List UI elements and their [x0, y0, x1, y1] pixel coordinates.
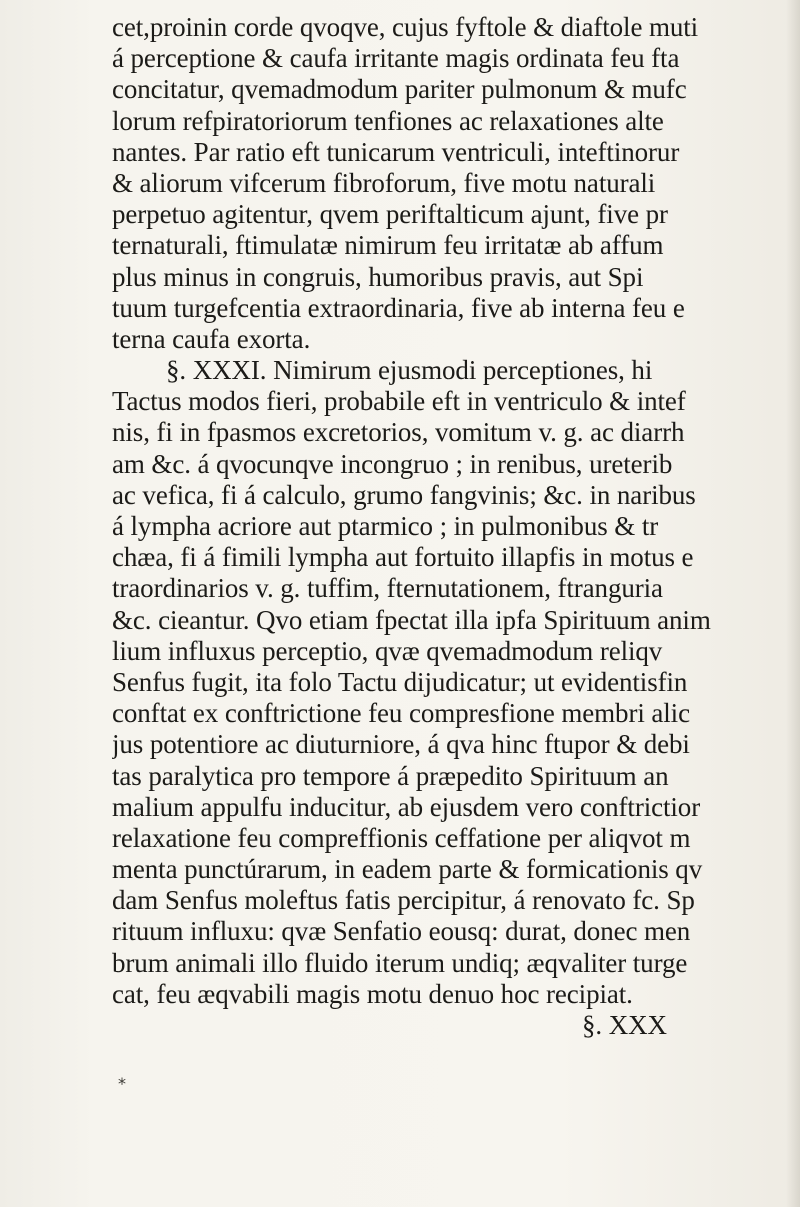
text-line: plus minus in congruis, humoribus pravis, aut Spi: [112, 261, 644, 292]
catchword-line: §. XXX: [582, 1010, 667, 1040]
text-line: & aliorum vifcerum fibroforum, five motu naturali: [112, 167, 656, 198]
text-line: relaxatione feu compreffionis ceffatione per aliqvot m: [112, 822, 691, 853]
text-line: am &c. á qvocunqve incongruo ; in renibus, ureterib: [112, 448, 673, 479]
text-line: ac vefica, fi á calculo, grumo fangvinis; &c. in naribus: [112, 479, 696, 510]
text-line: brum animali illo fluido iterum undiq; æqvaliter turge: [112, 947, 688, 978]
text-line: nis, fi in fpasmos excretorios, vomitum v. g. ac diarrh: [112, 417, 685, 448]
text-line: ternaturali, ftimulatæ nimirum feu irritatæ ab affum: [112, 230, 664, 261]
text-line: concitatur, qvemadmodum pariter pulmonum & mufc: [112, 74, 687, 105]
text-line: malium appulfu inducitur, ab ejusdem vero conftrictior: [112, 791, 701, 822]
text-line: dam Senfus moleftus fatis percipitur, á renovato fc. Sp: [112, 885, 695, 916]
text-line: lorum refpiratoriorum tenfiones ac relaxationes alte: [112, 105, 664, 136]
text-line: á lympha acriore aut ptarmico ; in pulmonibus & tr: [112, 511, 659, 541]
section-heading-line: §. XXXI. Nimirum ejusmodi perceptiones, hi: [166, 355, 653, 386]
text-line: conftat ex conftrictione feu compresfione membri alic: [112, 698, 690, 729]
text-line: menta punctúrarum, in eadem parte & formicationis qv: [112, 854, 703, 885]
text-line: perpetuo agitentur, qvem periftalticum ajunt, five pr: [112, 199, 668, 230]
text-line: &c. cieantur. Qvo etiam fpectat illa ipfa Spirituum anim: [112, 604, 711, 635]
text-line: traordinarios v. g. tuffim, fternutationem, ftranguria: [112, 573, 663, 604]
text-line: tuum turgefcentia extraordinaria, five ab interna feu e: [112, 292, 685, 323]
text-line: jus potentiore ac diuturniore, á qva hinc ftupor & debi: [112, 729, 690, 760]
signature-mark: *: [118, 1074, 126, 1093]
body-text: [112, 12, 792, 1041]
text-line: á perceptione & caufa irritante magis ordinata feu fta: [112, 43, 680, 74]
text-line: lium influxus perceptio, qvæ qvemadmodum reliqv: [112, 635, 663, 666]
text-line: terna caufa exorta.: [112, 323, 311, 354]
text-line: Senfus fugit, ita folo Tactu dijudicatur; ut evidentisfin: [112, 666, 688, 697]
text-line: cet,proinin corde qvoqve, cujus fyftole & diaftole muti: [112, 12, 699, 42]
text-line: cat, feu æqvabili magis motu denuo hoc recipiat.: [112, 978, 633, 1009]
text-line: Tactus modos fieri, probabile eft in ventriculo & intef: [112, 386, 686, 417]
text-line: nantes. Par ratio eft tunicarum ventriculi, inteftinorur: [112, 136, 680, 167]
text-line: tas paralytica pro tempore á præpedito Spirituum an: [112, 760, 669, 791]
text-line: rituum influxu: qvæ Senfatio eousq: durat, donec men: [112, 916, 691, 947]
text-line: chæa, fi á fimili lympha aut fortuito illapfis in motus e: [112, 542, 694, 573]
